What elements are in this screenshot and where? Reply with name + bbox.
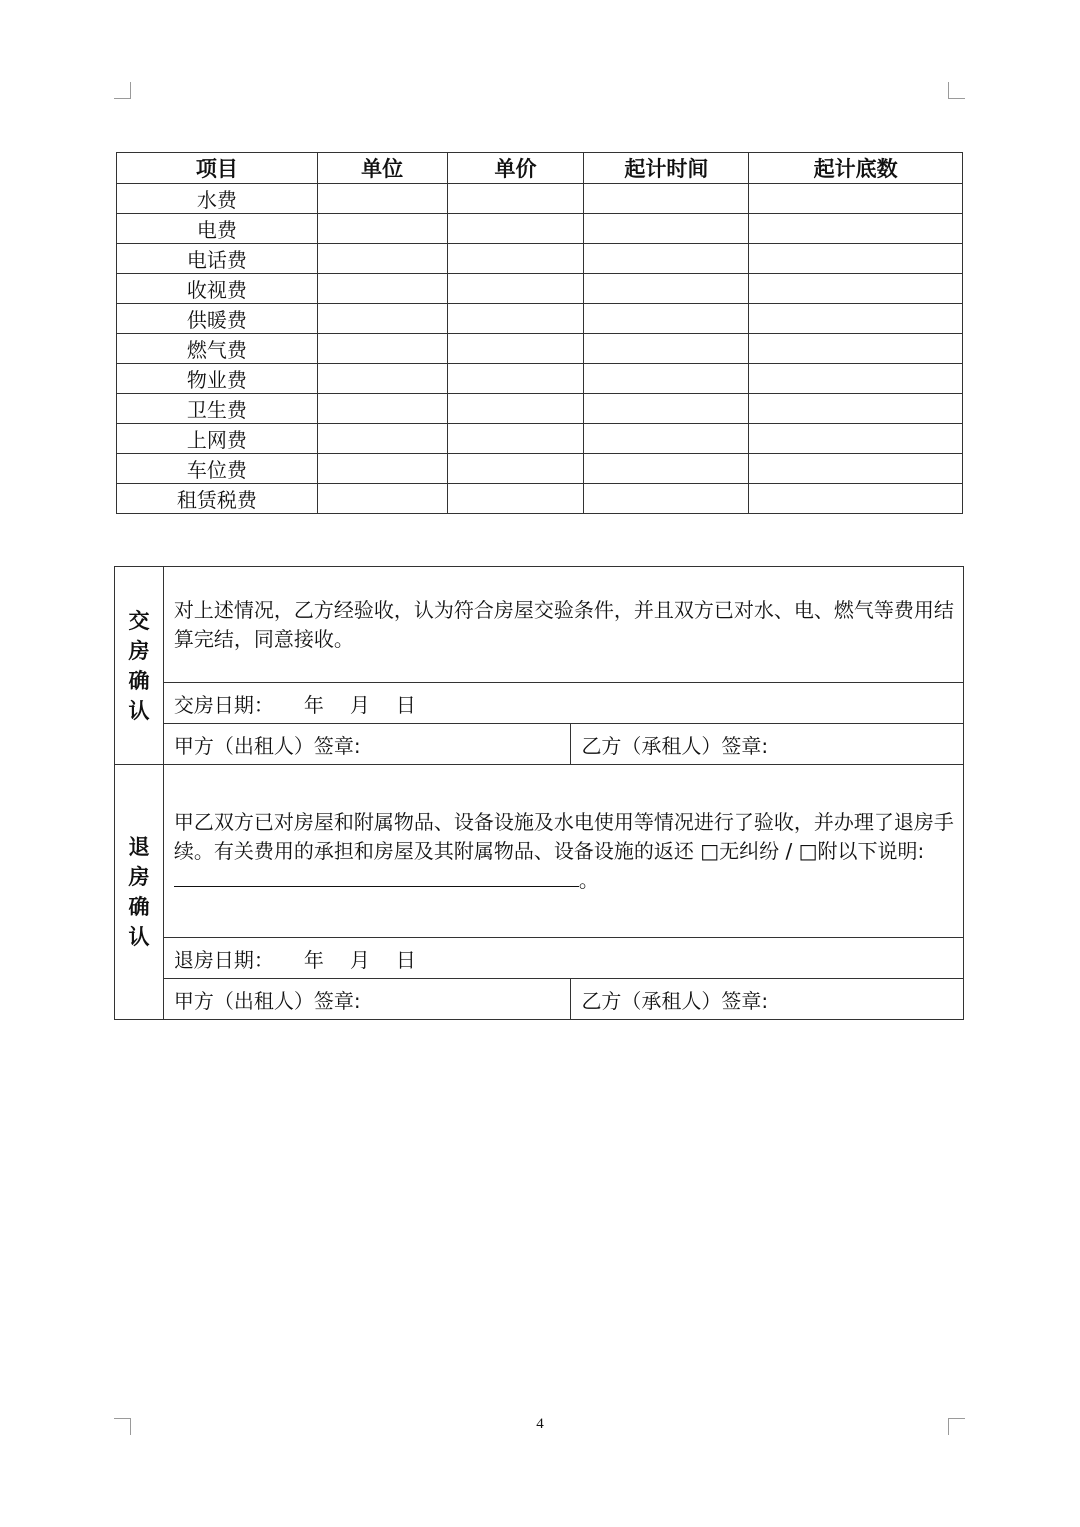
- fee-entry-cell[interactable]: [584, 364, 749, 394]
- fee-table-header: [117, 153, 963, 184]
- fee-entry-cell[interactable]: [317, 394, 447, 424]
- fee-entry-cell[interactable]: [584, 334, 749, 364]
- fee-entry-cell[interactable]: [447, 244, 584, 274]
- move-out-party-a-sign: 甲方（出租人）签章:: [173, 988, 361, 1013]
- fee-entry-cell[interactable]: [447, 484, 584, 514]
- move-out-party-b-sign-cell: [571, 979, 964, 1020]
- notes-blank-line[interactable]: [174, 868, 579, 887]
- fee-entry-cell[interactable]: [749, 394, 963, 424]
- fee-row: [117, 244, 963, 274]
- move-out-statement-cell: [163, 765, 963, 938]
- fee-entry-cell[interactable]: [584, 424, 749, 454]
- header-unit: 单位: [317, 153, 447, 184]
- fee-row: [117, 214, 963, 244]
- page-number: 4: [536, 1416, 544, 1432]
- move-in-day: 日: [395, 692, 416, 717]
- move-out-statement: [174, 808, 963, 895]
- fee-entry-cell[interactable]: [584, 394, 749, 424]
- fee-entry-cell[interactable]: [749, 184, 963, 214]
- fee-item-name: 车位费: [117, 454, 318, 484]
- fee-entry-cell[interactable]: [584, 484, 749, 514]
- see-notes-checkbox[interactable]: □附以下说明:: [798, 838, 925, 863]
- fee-entry-cell[interactable]: [749, 454, 963, 484]
- fee-row: [117, 364, 963, 394]
- move-in-party-a-sign: 甲方（出租人）签章:: [173, 733, 361, 758]
- move-in-date-label: 交房日期：: [173, 692, 274, 717]
- move-in-date-row: [163, 683, 963, 724]
- fee-entry-cell[interactable]: [447, 424, 584, 454]
- fee-item-name: 电费: [117, 214, 318, 244]
- move-in-label-cell: [115, 567, 164, 765]
- fee-entry-cell[interactable]: [447, 454, 584, 484]
- fee-row: [117, 424, 963, 454]
- fee-row: [117, 454, 963, 484]
- confirmation-table: [114, 566, 964, 1020]
- no-dispute-checkbox[interactable]: □无纠纷 /: [700, 838, 793, 863]
- fee-item-name: 上网费: [117, 424, 318, 454]
- fee-entry-cell[interactable]: [749, 304, 963, 334]
- fee-table: [116, 152, 963, 514]
- crop-mark-top-right: [948, 82, 965, 99]
- move-in-year: 年: [303, 692, 324, 717]
- fee-entry-cell[interactable]: [317, 214, 447, 244]
- move-out-label: 退房确认: [128, 835, 150, 949]
- fee-entry-cell[interactable]: [317, 274, 447, 304]
- fee-entry-cell[interactable]: [317, 454, 447, 484]
- fee-entry-cell[interactable]: [447, 334, 584, 364]
- move-in-label: 交房确认: [128, 608, 150, 723]
- fee-entry-cell[interactable]: [447, 214, 584, 244]
- fee-entry-cell[interactable]: [584, 274, 749, 304]
- move-in-party-b-sign-cell: [571, 724, 964, 765]
- fee-entry-cell[interactable]: [317, 364, 447, 394]
- fee-row: [117, 394, 963, 424]
- fee-entry-cell[interactable]: [447, 274, 584, 304]
- move-in-party-b-sign: 乙方（承租人）签章:: [581, 733, 769, 758]
- fee-entry-cell[interactable]: [317, 334, 447, 364]
- fee-row: [117, 304, 963, 334]
- fee-item-name: 供暖费: [117, 304, 318, 334]
- fee-item-name: 收视费: [117, 274, 318, 304]
- crop-mark-top-left: [114, 82, 131, 99]
- move-in-month: 月: [349, 692, 370, 717]
- fee-entry-cell[interactable]: [749, 364, 963, 394]
- fee-entry-cell[interactable]: [749, 424, 963, 454]
- fee-entry-cell[interactable]: [447, 364, 584, 394]
- header-start-time: 起计时间: [584, 153, 749, 184]
- fee-entry-cell[interactable]: [584, 184, 749, 214]
- fee-entry-cell[interactable]: [584, 454, 749, 484]
- fee-entry-cell[interactable]: [749, 484, 963, 514]
- fee-row: [117, 274, 963, 304]
- fee-row: [117, 484, 963, 514]
- header-unit-price: 单价: [447, 153, 584, 184]
- fee-entry-cell[interactable]: [447, 394, 584, 424]
- header-start-reading: 起计底数: [749, 153, 963, 184]
- fee-item-name: 卫生费: [117, 394, 318, 424]
- move-out-statement-text: 甲乙双方已对房屋和附属物品、设备设施及水电使用等情况进行了验收，并办理了退房手续。有关费用的承担和房屋及其附属物品、设备设施的返还: [173, 809, 954, 863]
- move-in-statement-cell: [163, 567, 963, 683]
- move-out-year: 年: [303, 947, 324, 972]
- fee-entry-cell[interactable]: [317, 424, 447, 454]
- move-out-label-cell: [115, 765, 164, 1020]
- fee-item-name: 电话费: [117, 244, 318, 274]
- fee-entry-cell[interactable]: [317, 184, 447, 214]
- move-in-party-a-sign-cell: [163, 724, 571, 765]
- fee-entry-cell[interactable]: [317, 484, 447, 514]
- fee-entry-cell[interactable]: [447, 304, 584, 334]
- fee-row: [117, 334, 963, 364]
- fee-item-name: 租赁税费: [117, 484, 318, 514]
- move-out-date-row: [163, 938, 963, 979]
- fee-entry-cell[interactable]: [584, 244, 749, 274]
- fee-entry-cell[interactable]: [749, 244, 963, 274]
- move-out-date-label: 退房日期：: [173, 947, 274, 972]
- fee-item-name: 燃气费: [117, 334, 318, 364]
- header-item: 项目: [117, 153, 318, 184]
- move-out-month: 月: [349, 947, 370, 972]
- fee-entry-cell[interactable]: [447, 184, 584, 214]
- move-in-statement: 对上述情况，乙方经验收，认为符合房屋交验条件，并且双方已对水、电、燃气等费用结算完结，同意接收。: [173, 597, 954, 651]
- fee-entry-cell[interactable]: [584, 304, 749, 334]
- fee-entry-cell[interactable]: [749, 334, 963, 364]
- fee-row: [117, 184, 963, 214]
- fee-entry-cell[interactable]: [584, 214, 749, 244]
- move-out-day: 日: [395, 947, 416, 972]
- move-out-party-b-sign: 乙方（承租人）签章:: [581, 988, 769, 1013]
- fee-entry-cell[interactable]: [749, 274, 963, 304]
- fee-entry-cell[interactable]: [317, 244, 447, 274]
- fee-entry-cell[interactable]: [749, 214, 963, 244]
- move-out-party-a-sign-cell: [163, 979, 571, 1020]
- fee-item-name: 水费: [117, 184, 318, 214]
- fee-item-name: 物业费: [117, 364, 318, 394]
- fee-entry-cell[interactable]: [317, 304, 447, 334]
- notes-line-end: 。: [578, 867, 599, 892]
